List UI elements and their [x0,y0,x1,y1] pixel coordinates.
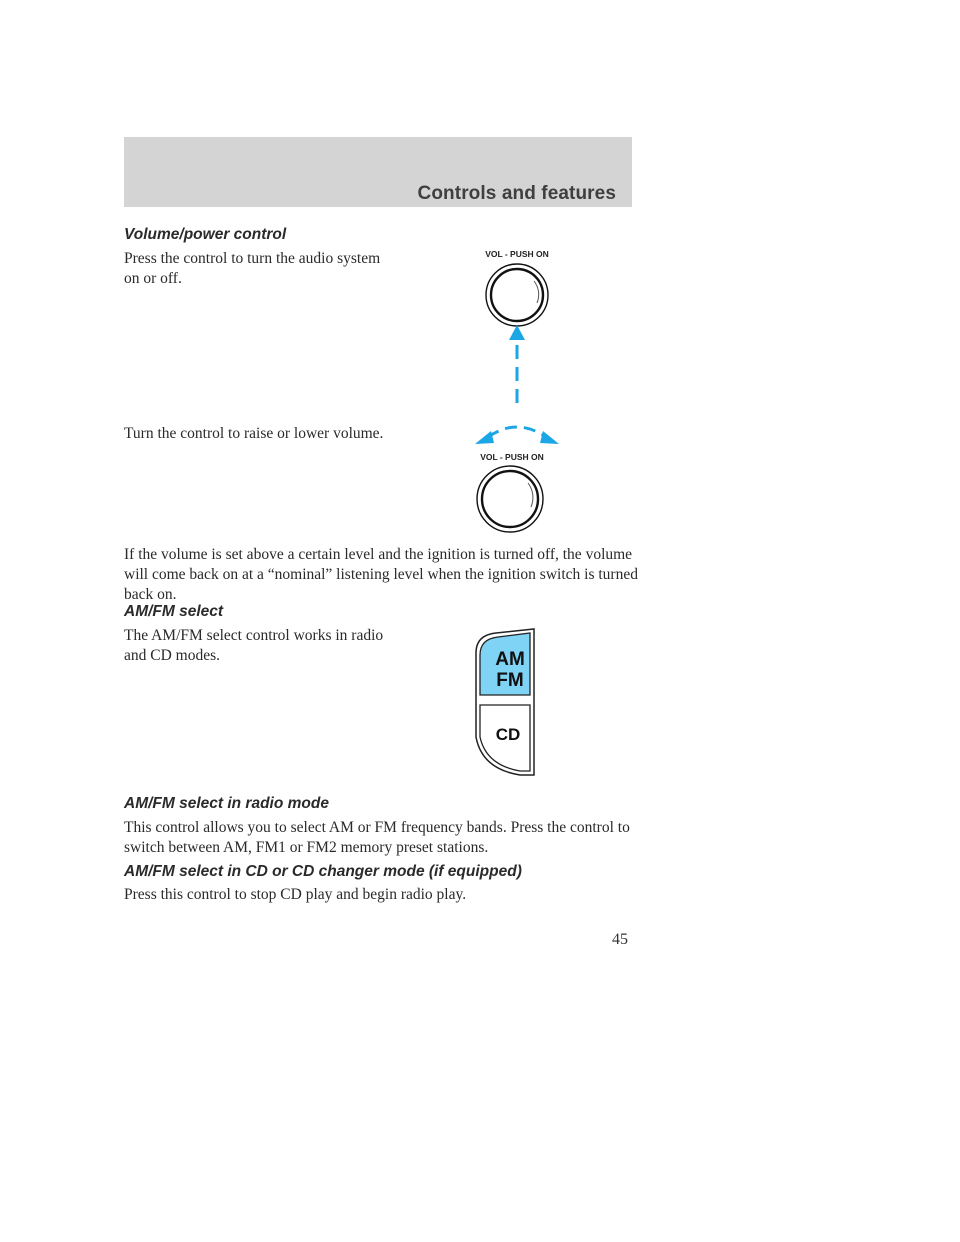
section-title: Controls and features [417,183,616,204]
volume-knob-top [486,264,548,326]
amfm-cd-button-illustration [470,627,542,777]
amfm-radio-heading: AM/FM select in radio mode [124,795,329,812]
am-label: AM [495,649,525,670]
volume-note-text: If the volume is set above a certain level and the ignition is turned off, the volume will come back on at a “nominal” listening level when the ignition switch is turned back on. [124,546,638,603]
knob-label-bottom: VOL - PUSH ON [480,452,544,462]
fm-label: FM [496,670,524,691]
amfm-cd-text: Press this control to stop CD play and begin radio play. [124,886,467,903]
volume-turn-text: Turn the control to raise or lower volume. [124,425,384,442]
amfm-cd-heading: AM/FM select in CD or CD changer mode (if equipped) [124,863,522,880]
header-band [124,137,632,207]
page-number: 45 [612,931,628,948]
volume-knob-illustration [462,245,572,535]
amfm-intro-text: The AM/FM select control works in radio and CD modes. [124,627,384,664]
knob-label-top: VOL - PUSH ON [485,249,549,259]
cd-label: CD [495,725,521,744]
rotate-arrow-icon [475,427,559,444]
volume-press-text: Press the control to turn the audio system on or off. [124,250,381,287]
volume-heading: Volume/power control [124,226,287,243]
am-fm-button [480,633,530,695]
volume-knob-bottom [477,466,543,532]
amfm-heading: AM/FM select [124,603,224,620]
push-arrow-icon [509,325,525,409]
amfm-radio-text: This control allows you to select AM or FM frequency bands. Press the control to switch between AM, FM1 or FM2 memory preset stations. [124,819,630,856]
